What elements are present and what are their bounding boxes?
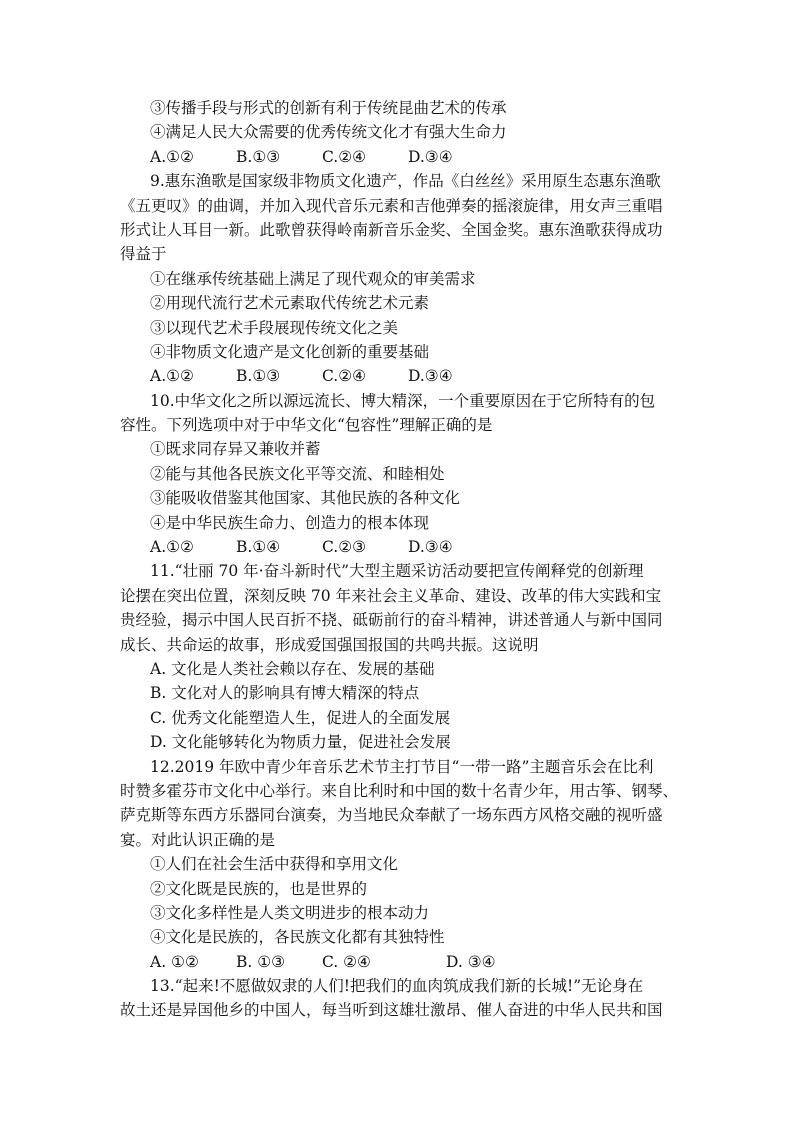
q12-stem-4: 宴。对此认识正确的是: [120, 830, 276, 849]
q8-choice-b: B.①③: [236, 147, 281, 166]
q13-stem-2: 故土还是异国他乡的中国人，每当听到这雄壮激昂、催人奋进的中华人民共和国: [120, 1001, 663, 1020]
q11-option-b: B. 文化对人的影响具有博大精深的特点: [150, 684, 420, 703]
q9-option-1: ①在继承传统基础上满足了现代观众的审美需求: [150, 269, 476, 288]
q10-stem: 10.中华文化之所以源远流长、博大精深，一个重要原因在于它所特有的包: [150, 391, 656, 410]
q10-choice-c: C.②③: [322, 538, 367, 557]
q10-choice-a: A.①②: [150, 538, 194, 557]
q12-choice-c: C. ②④: [322, 952, 371, 971]
q12-option-1: ①人们在社会生活中获得和享用文化: [150, 855, 399, 874]
q9-choice-d: D.③④: [408, 367, 453, 386]
q12-choices: [120, 950, 692, 974]
q11-option-c: C. 优秀文化能塑造人生，促进人的全面发展: [150, 708, 451, 727]
q10-option-1: ①既求同存异又兼收并蓄: [150, 440, 321, 459]
q12-option-4: ④文化是民族的，各民族文化都有其独特性: [150, 928, 445, 947]
q9-option-2: ②用现代流行艺术元素取代传统艺术元素: [150, 294, 430, 313]
q9-stem-3: 形式让人耳目一新。此歌曾获得岭南新音乐金奖、全国金奖。惠东渔歌获得成功: [120, 220, 663, 239]
q9-choices: [120, 364, 692, 388]
q8-choice-c: C.②④: [322, 147, 367, 166]
q11-option-a: A. 文化是人类社会赖以存在、发展的基础: [150, 659, 435, 678]
q8-option-3: ③传播手段与形式的创新有利于传统昆曲艺术的传承: [150, 99, 507, 117]
q10-choice-b: B.①④: [236, 538, 281, 557]
q12-option-3: ③文化多样性是人类文明进步的根本动力: [150, 903, 430, 922]
q9-stem-4: 得益于: [120, 245, 167, 264]
q12-choice-d: D. ③④: [446, 952, 496, 971]
q11-option-d: D. 文化能够转化为物质力量，促进社会发展: [150, 733, 451, 752]
q10-option-3: ③能吸收借鉴其他国家、其他民族的各种文化: [150, 489, 461, 508]
q8-choice-a: A.①②: [150, 147, 194, 166]
q12-choice-b: B. ①③: [236, 952, 286, 971]
q12-stem: 12.2019 年欧中青少年音乐艺术节主打节目“一带一路”主题音乐会在比利: [150, 757, 654, 776]
q12-stem-2: 时赞多霍芬市文化中心举行。来自比利时和中国的数十名青少年，用古筝、钢琴、: [120, 781, 679, 800]
q8-option-4: ④满足人民大众需要的优秀传统文化才有强大生命力: [150, 123, 507, 142]
q11-stem-2: 论摆在突出位置，深刻反映 70 年来社会主义革命、建设、改革的伟大实践和宝: [120, 586, 662, 605]
q8-choices: [120, 145, 692, 169]
q12-option-2: ②文化既是民族的，也是世界的: [150, 879, 368, 898]
exam-page: [120, 96, 692, 1023]
q8-choice-d: D.③④: [408, 147, 453, 166]
q11-stem: 11.“壮丽 70 年·奋斗新时代”大型主题采访活动要把宣传阐释党的创新理: [150, 562, 644, 581]
q10-option-4: ④是中华民族生命力、创造力的根本体现: [150, 513, 430, 532]
q12-stem-3: 萨克斯等东西方乐器同台演奏，为当地民众奉献了一场东西方风格交融的视听盛: [120, 806, 663, 825]
q12-choice-a: A. ①②: [150, 952, 199, 971]
q9-option-4: ④非物质文化遗产是文化创新的重要基础: [150, 342, 430, 361]
q10-choices: [120, 535, 692, 559]
q9-stem-2: 《五更叹》的曲调，并加入现代音乐元素和吉他弹奏的摇滚旋律，用女声三重唱: [120, 196, 663, 215]
q9-option-3: ③以现代艺术手段展现传统文化之美: [150, 318, 399, 337]
q10-choice-d: D.③④: [408, 538, 453, 557]
q11-stem-3: 贵经验，揭示中国人民百折不挠、砥砺前行的奋斗精神，讲述普通人与新中国同: [120, 611, 663, 630]
q11-stem-4: 成长、共命运的故事，形成爱国强国报国的共鸣共振。这说明: [120, 635, 539, 654]
q10-option-2: ②能与其他各民族文化平等交流、和睦相处: [150, 464, 445, 483]
q9-stem: 9.惠东渔歌是国家级非物质文化遗产，作品《白丝丝》采用原生态惠东渔歌: [150, 172, 661, 191]
q9-choice-a: A.①②: [150, 367, 194, 386]
q9-choice-c: C.②④: [322, 367, 367, 386]
q13-stem: 13.“起来!不愿做奴隶的人们!把我们的血肉筑成我们新的长城!”无论身在: [150, 977, 644, 996]
q10-stem-2: 容性。下列选项中对于中华文化“包容性”理解正确的是: [120, 416, 493, 435]
q9-choice-b: B.①③: [236, 367, 281, 386]
